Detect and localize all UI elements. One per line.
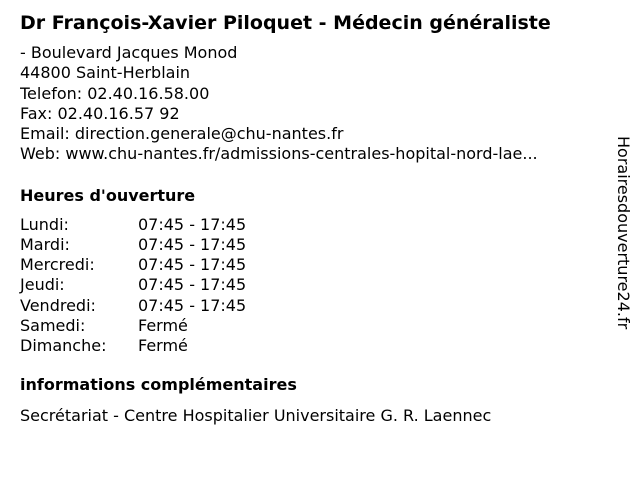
hours-day: Samedi: bbox=[20, 315, 86, 335]
hours-time: 07:45 - 17:45 bbox=[138, 214, 247, 234]
info-text: Secrétariat - Centre Hospitalier Universitaire G. R. Laennec bbox=[20, 406, 492, 426]
content bbox=[20, 10, 610, 426]
hours-time: 07:45 - 17:45 bbox=[138, 255, 247, 275]
fax-number: Fax: 02.40.16.57 92 bbox=[20, 103, 180, 123]
brand-watermark bbox=[613, 136, 633, 372]
hours-time: 07:45 - 17:45 bbox=[138, 234, 247, 254]
hours-time: Fermé bbox=[138, 315, 188, 335]
page-title: Dr François-Xavier Piloquet - Médecin généraliste bbox=[20, 12, 551, 34]
brand-text: Horairesdouverture24.fr bbox=[614, 136, 633, 330]
hours-day: Lundi: bbox=[20, 214, 69, 234]
hours-table bbox=[20, 215, 610, 356]
website-url: Web: www.chu-nantes.fr/admissions-centrales-hopital-nord-lae... bbox=[20, 144, 538, 164]
hours-time: 07:45 - 17:45 bbox=[138, 295, 247, 315]
address-city: 44800 Saint-Herblain bbox=[20, 63, 191, 83]
hours-day: Mardi: bbox=[20, 234, 70, 254]
address-block bbox=[20, 43, 610, 165]
hours-row bbox=[20, 215, 610, 235]
phone-number: Telefon: 02.40.16.58.00 bbox=[20, 83, 210, 103]
hours-day: Mercredi: bbox=[20, 255, 95, 275]
info-heading: informations complémentaires bbox=[20, 375, 297, 395]
hours-time: Fermé bbox=[138, 336, 188, 355]
hours-heading: Heures d'ouverture bbox=[20, 185, 196, 205]
address-street: - Boulevard Jacques Monod bbox=[20, 43, 238, 62]
hours-row bbox=[20, 316, 610, 336]
hours-day: Dimanche: bbox=[20, 336, 107, 355]
hours-row bbox=[20, 255, 610, 275]
hours-row bbox=[20, 336, 610, 356]
hours-time: 07:45 - 17:45 bbox=[138, 275, 247, 295]
hours-day: Jeudi: bbox=[20, 275, 65, 295]
hours-row bbox=[20, 235, 610, 255]
hours-row bbox=[20, 275, 610, 295]
hours-row bbox=[20, 296, 610, 316]
hours-day: Vendredi: bbox=[20, 295, 96, 315]
email-address: Email: direction.generale@chu-nantes.fr bbox=[20, 124, 344, 144]
